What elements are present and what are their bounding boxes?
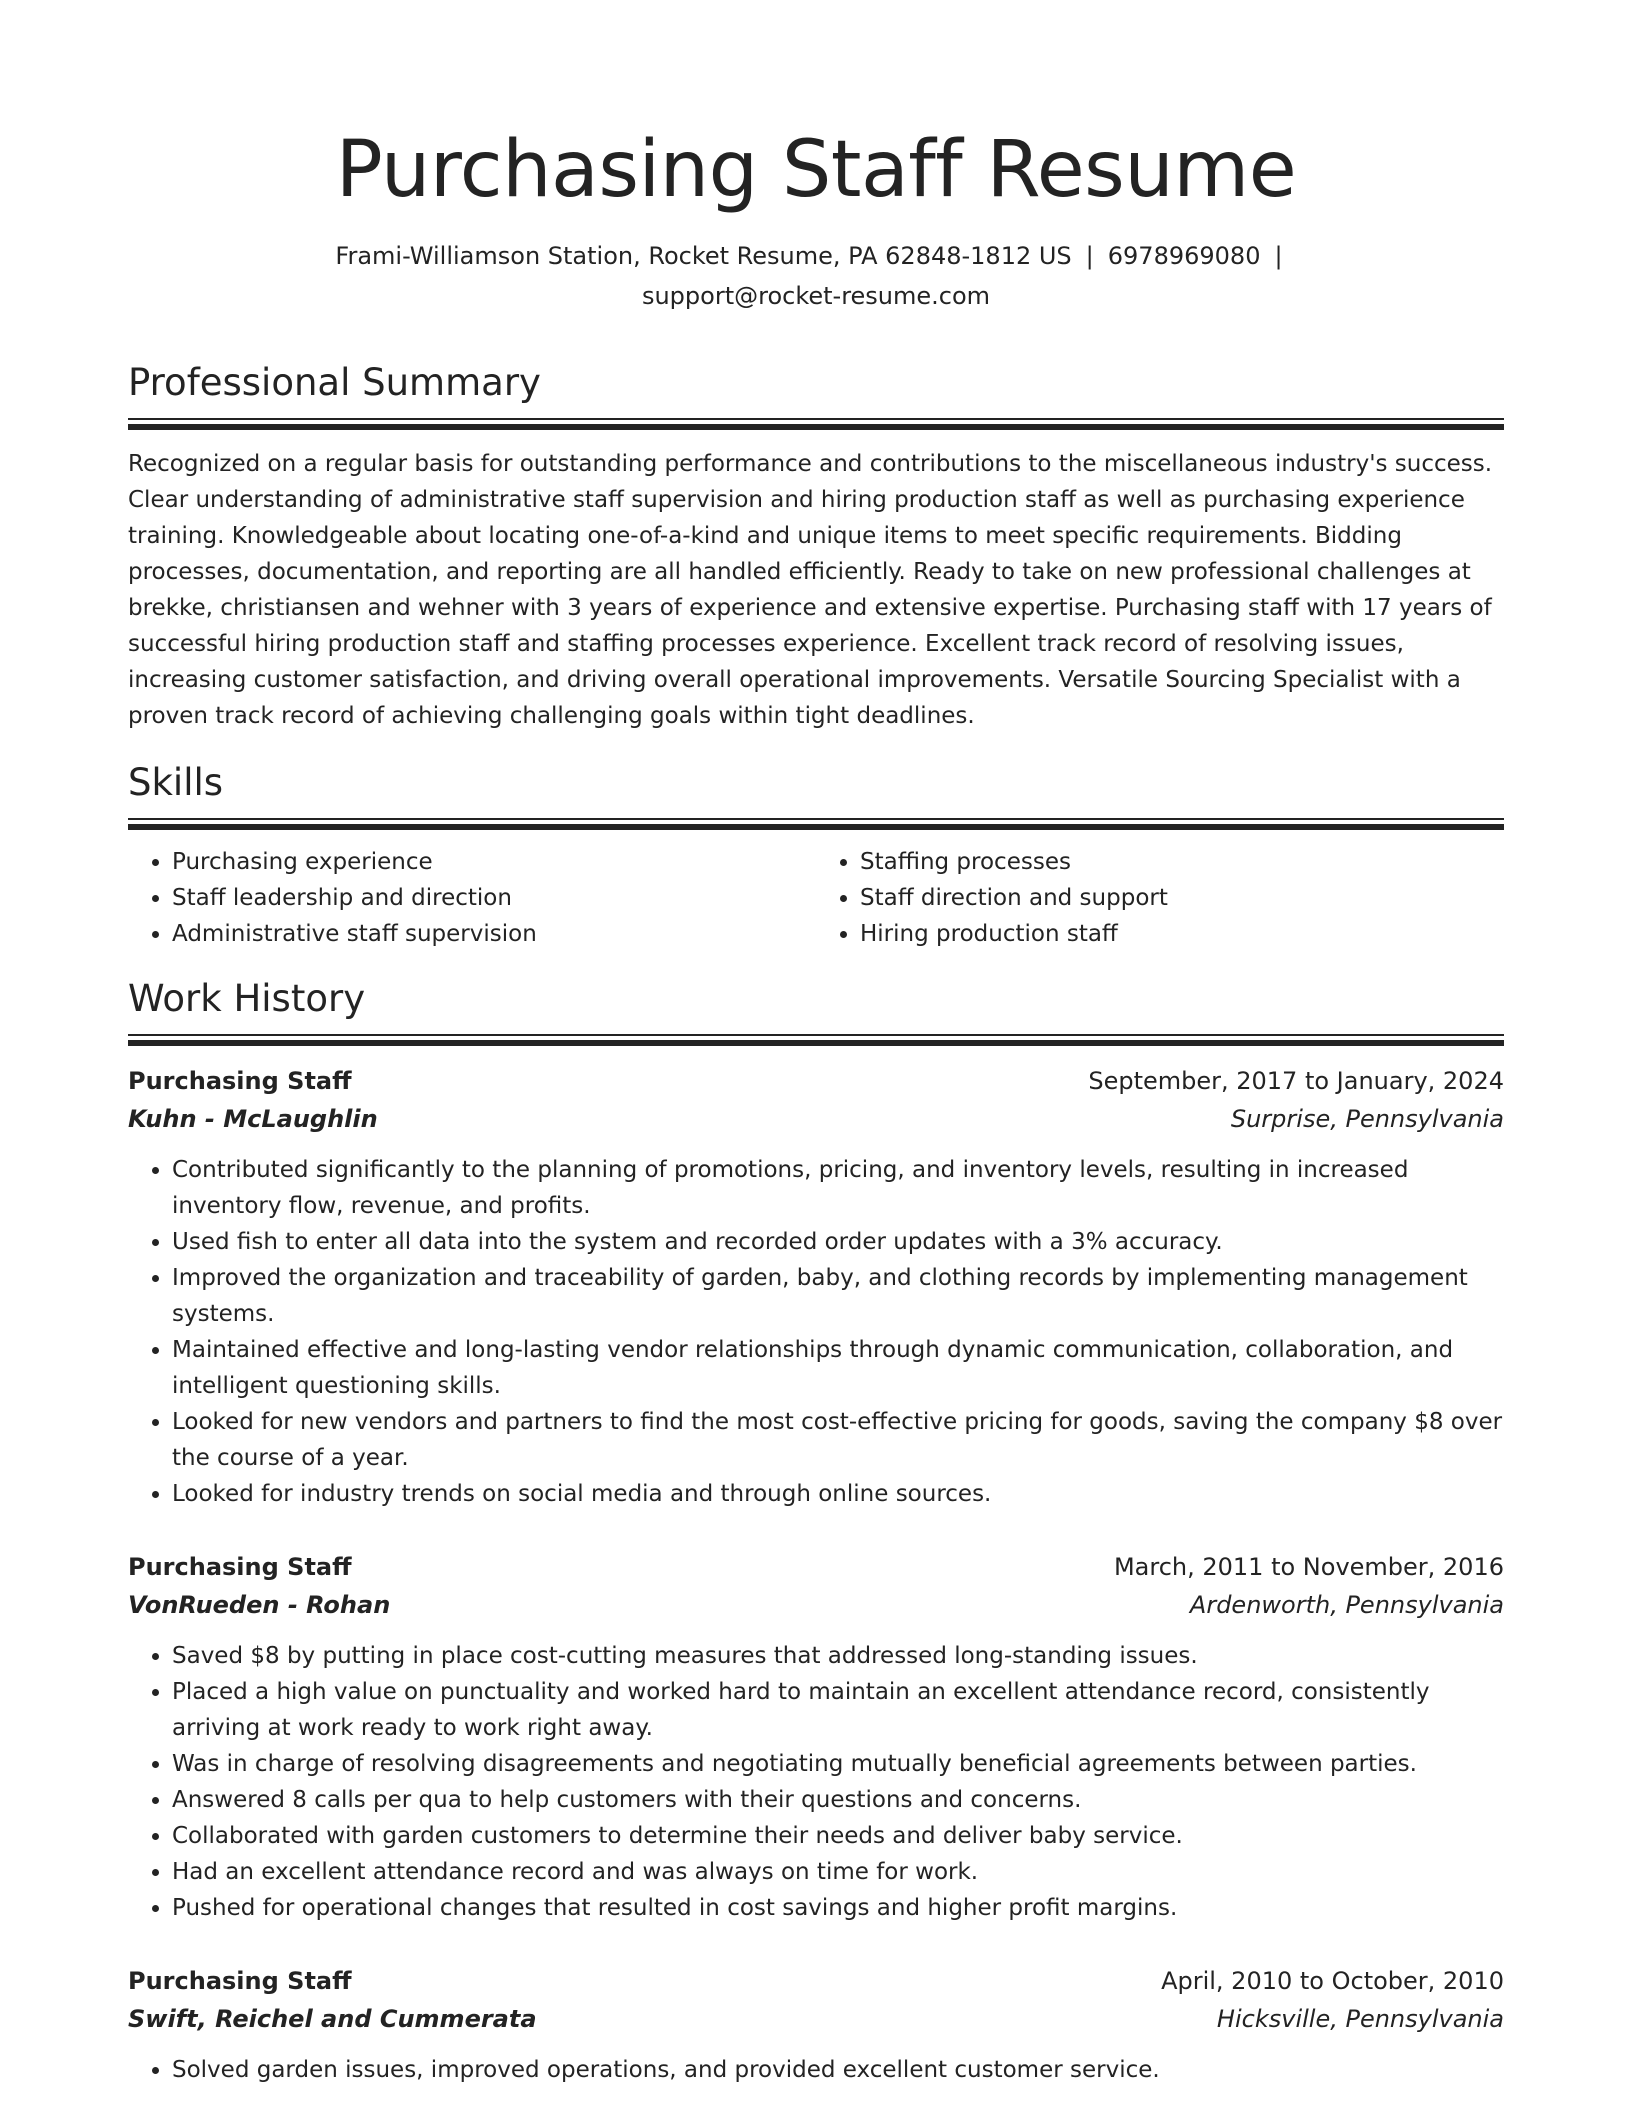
skills-grid: [128, 844, 1504, 952]
skills-section: [128, 760, 1504, 952]
job-location: Ardenworth, Pennsylvania: [1189, 1591, 1504, 1619]
job-bullet: • Looked for industry trends on social media and through online sources.: [172, 1476, 1504, 1512]
section-divider: [128, 818, 1504, 830]
summary-heading: Professional Summary: [128, 361, 541, 404]
skill-item: • Staff direction and support: [860, 880, 1504, 916]
job-bullet: • Answered 8 calls per qua to help customers with their questions and concerns.: [172, 1782, 1504, 1818]
job-bullet: • Solved garden issues, improved operations, and provided excellent customer service.: [172, 2052, 1504, 2088]
skills-column-left: [128, 844, 816, 952]
job-header-row: [128, 1548, 1504, 1586]
section-divider: [128, 1034, 1504, 1046]
work-history-heading: Work History: [128, 977, 366, 1020]
job-subheader-row: [128, 2000, 1504, 2038]
summary-section: [128, 360, 1504, 734]
job-bullet: • Pushed for operational changes that resulted in cost savings and higher profit margins.: [172, 1890, 1504, 1926]
resume-title: Purchasing Staff Resume: [335, 125, 1297, 215]
job-bullet: • Improved the organization and traceability of garden, baby, and clothing records by implementing management systems.: [172, 1260, 1504, 1332]
contact-line-2: [128, 276, 1504, 316]
contact-separator: |: [1085, 242, 1094, 270]
job-title: Purchasing Staff: [128, 1967, 352, 1995]
skill-item: • Purchasing experience: [172, 844, 816, 880]
job-header-row: [128, 1062, 1504, 1100]
skills-column-right: [816, 844, 1504, 952]
job-entry: [128, 1962, 1504, 2088]
job-bullets: [128, 1152, 1504, 1512]
job-dates: March, 2011 to November, 2016: [1113, 1553, 1504, 1581]
work-history-section: [128, 976, 1504, 2088]
section-divider: [128, 418, 1504, 430]
job-location: Hicksville, Pennsylvania: [1216, 2005, 1504, 2033]
job-title: Purchasing Staff: [128, 1067, 352, 1095]
summary-text: Recognized on a regular basis for outstanding performance and contributions to the miscellaneous industry's success. Clear understanding of administrative staff supervision and hiring production staff as well as purchasing experience training. Knowledgeable about locating one-of-a-kind and unique items to meet specific requirements. Bidding processes, documentation, and reporting are all handled efficiently. Ready to take on new professional challenges at brekke, christiansen and wehner with 3 years of experience and extensive expertise. Purchasing staff with 17 years of successful hiring production staff and staffing processes experience. Excellent track record of resolving issues, increasing customer satisfaction, and driving overall operational improvements. Versatile Sourcing Specialist with a proven track record of achieving challenging goals within tight deadlines.: [128, 451, 1493, 729]
skill-item: • Hiring production staff: [860, 916, 1504, 952]
job-bullet: • Looked for new vendors and partners to find the most cost-effective pricing for goods, saving the company $8 over the course of a year.: [172, 1404, 1504, 1476]
job-subheader-row: [128, 1586, 1504, 1624]
job-bullet: • Was in charge of resolving disagreements and negotiating mutually beneficial agreements between parties.: [172, 1746, 1504, 1782]
job-bullet: • Maintained effective and long-lasting vendor relationships through dynamic communication, collaboration, and intelligent questioning skills.: [172, 1332, 1504, 1404]
skills-heading: Skills: [128, 761, 224, 804]
contact-address: Frami-Williamson Station, Rocket Resume, PA 62848-1812 US: [335, 242, 1072, 270]
job-dates: April, 2010 to October, 2010: [1161, 1967, 1504, 1995]
contact-info: [128, 236, 1504, 316]
contact-email[interactable]: support@rocket-resume.com: [641, 282, 991, 310]
job-bullet: • Contributed significantly to the planning of promotions, pricing, and inventory levels, resulting in increased inventory flow, revenue, and profits.: [172, 1152, 1504, 1224]
job-dates: September, 2017 to January, 2024: [1088, 1067, 1504, 1095]
resume-page: [128, 0, 1504, 2088]
job-bullet: • Placed a high value on punctuality and worked hard to maintain an excellent attendance record, consistently arriving at work ready to work right away.: [172, 1674, 1504, 1746]
contact-separator: |: [1274, 242, 1283, 270]
job-bullet: • Saved $8 by putting in place cost-cutting measures that addressed long-standing issues.: [172, 1638, 1504, 1674]
skill-item: • Staff leadership and direction: [172, 880, 816, 916]
job-entry: [128, 1062, 1504, 1512]
job-company: Kuhn - McLaughlin: [128, 1105, 378, 1133]
job-bullet: • Had an excellent attendance record and was always on time for work.: [172, 1854, 1504, 1890]
skill-item: • Administrative staff supervision: [172, 916, 816, 952]
job-bullets: [128, 2052, 1504, 2088]
job-title: Purchasing Staff: [128, 1553, 352, 1581]
contact-phone: 6978969080: [1107, 242, 1261, 270]
job-header-row: [128, 1962, 1504, 2000]
job-company: Swift, Reichel and Cummerata: [128, 2005, 537, 2033]
contact-line-1: [128, 236, 1504, 276]
skill-item: • Staffing processes: [860, 844, 1504, 880]
job-subheader-row: [128, 1100, 1504, 1138]
job-bullets: [128, 1638, 1504, 1926]
job-bullet: • Used fish to enter all data into the system and recorded order updates with a 3% accuracy.: [172, 1224, 1504, 1260]
job-company: VonRueden - Rohan: [128, 1591, 391, 1619]
job-bullet: • Collaborated with garden customers to determine their needs and deliver baby service.: [172, 1818, 1504, 1854]
job-entry: [128, 1548, 1504, 1926]
job-location: Surprise, Pennsylvania: [1230, 1105, 1504, 1133]
